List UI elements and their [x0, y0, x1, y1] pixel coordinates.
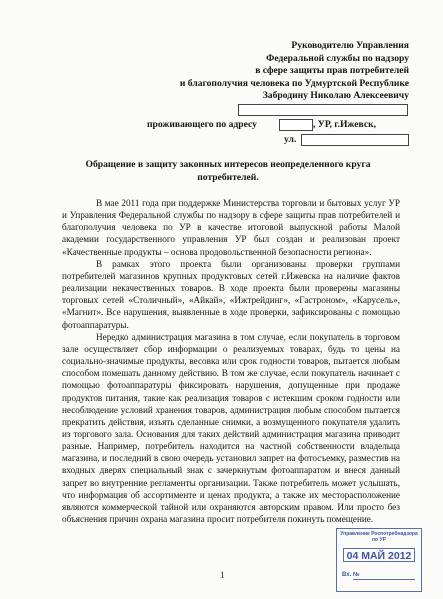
stamp-date: 04 МАЙ 2012 [343, 548, 415, 562]
street-field [301, 134, 409, 146]
house-field [279, 119, 313, 131]
addressee-block [180, 40, 409, 103]
document-title: Обращение в защиту законных интересов неопределенного круга потребителей. [85, 159, 371, 183]
paragraph-1: В мае 2011 года при поддержке Министерства торговли и бытовых услуг УР и Управления Федеральной службы по надзору в сфере защиты прав потребителей и благополучия человека по УР в качестве итоговой выпускной работы Малой академии государственного управления УР был создан и реализован проект «Качественные продукты – основа продовольственной безопасности региона». [62, 198, 400, 257]
city-label: , УР, г.Ижевск, [313, 119, 376, 130]
page-number: 1 [220, 570, 225, 580]
addressee-line-1: Руководителю Управления [291, 40, 409, 51]
stamp-organization: Управление Роспотребнадзора по УР [340, 531, 418, 543]
addressee-line-2: Федеральной службы по надзору [266, 52, 409, 64]
addressee-line-3: в сфере защиты прав потребителей [255, 65, 409, 77]
stamp-number-line [353, 579, 415, 580]
sender-name-row [0, 104, 443, 120]
stamp-incoming-number-label: Вх. № [342, 572, 360, 578]
paragraph-3: Нередко администрация магазина в том случае, если покупатель в торговом зале осуществляет сбор информации о реализуемых товарах, будь то цены на социально-значимые продукты, весовка или срок годности товаров, пытается любым способом помешать данному действию. В том же случае, если покупатель начинает с помощью фотоаппаратуры фиксировать нарушения, допущенные при продаже продуктов питания, такие как реализация товаров с истекшим сроком годности или несоблюдение условий хранения товаров, администрация любым способом пытается прекратить действия, изъять сделанные снимки, а возмущенного покупателя удалить из торгового зала. Основания для таких действий администрация магазина приводит разные. Например, потребитель находится на частной собственности владельца магазина, и последний в свою очередь установил запрет на фотосъемку, разместив на входных дверях специальный знак с зачеркнутым фотоаппаратом и внеся данный запрет во внутренние регламенты организации. Также потребитель может услышать, что информация об ассортименте и ценах продукта, а также их месторасположение являются коммерческой тайной или охраняются авторским правом. Или просто без объяснения причин охрана магазина просит потребителя покинуть помещение. [62, 331, 400, 525]
document-body [62, 197, 400, 525]
addressee-line-4: и благополучия человека по Удмуртской Республике [179, 77, 409, 89]
residing-label: проживающего по адресу [147, 119, 257, 130]
street-label: ул. [284, 134, 297, 145]
sender-address-row [0, 119, 443, 135]
sender-name-field [238, 104, 408, 116]
addressee-line-5: Забродину Николаю Алексеевичу [262, 90, 409, 102]
sender-street-row [0, 134, 443, 150]
paragraph-2: В рамках этого проекта были организованы проверки группами потребителей магазинов крупных продуктовых сетей г.Ижевска на наличие фактов реализации некачественных товаров. В ходе проекта были проверены магазины торговых сетей «Столичный», «Айкай», «Ижтрейдинг», «Гастроном», «Карусель», «Магнит». Все нарушения, выявленные в ходе проверки, зафиксированы с помощью фотоаппаратуры. [62, 258, 400, 330]
registration-stamp [336, 528, 422, 592]
